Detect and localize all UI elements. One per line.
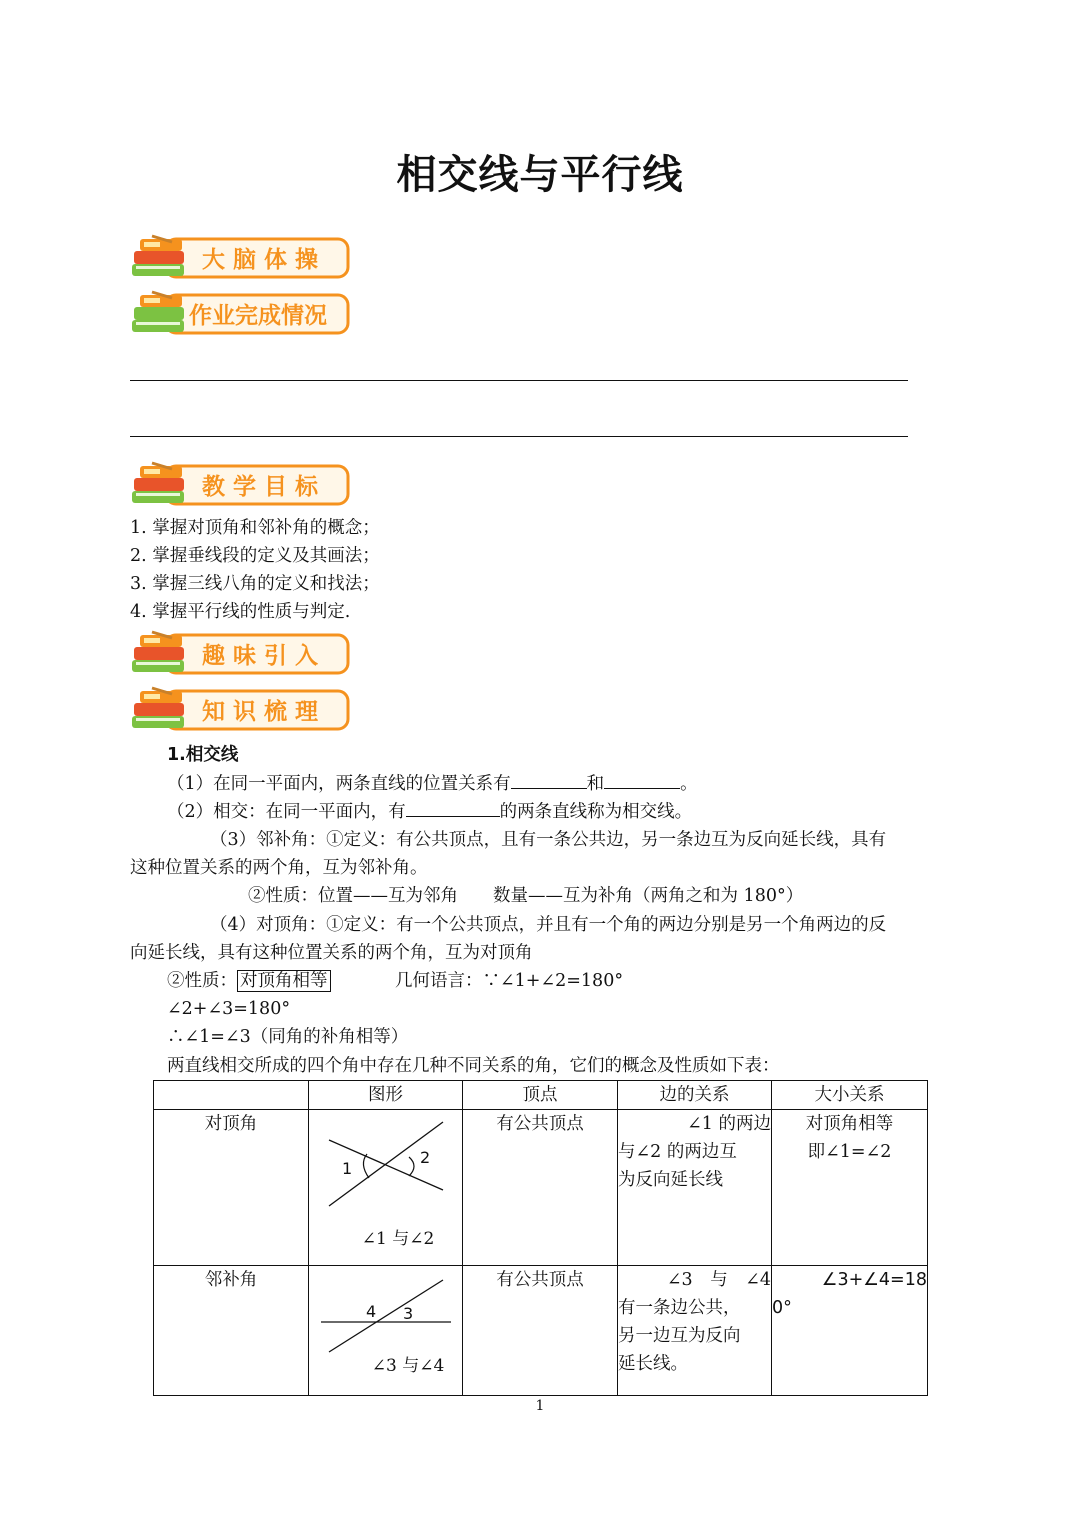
header-figure: 图形 [309,1081,463,1110]
header-size: 大小关系 [772,1081,928,1110]
geometry-language: 几何语言：∵∠1+∠2=180° [395,971,624,991]
book-stack-icon [132,236,184,276]
sides-line-2: 与∠2 的两边互 [618,1142,737,1162]
angle-label-1: 1 [342,1159,353,1178]
answer-line-1[interactable] [130,380,908,381]
item-1-end: 。 [680,774,698,794]
section-heading: 1.相交线 [167,745,239,765]
fill-blank-2[interactable] [604,770,680,789]
objective-4: 4. 掌握平行线的性质与判定. [130,602,351,622]
banner-brain-exercise [128,234,352,282]
figure-caption: ∠3 与∠4 [371,1356,445,1376]
header-sides: 边的关系 [618,1081,772,1110]
item-2-end: 的两条直线称为相交线。 [499,802,693,822]
geometry-line-3: ∴∠1=∠3（同角的补角相等） [167,1027,409,1047]
page-number: 1 [535,1398,545,1414]
item-2 [167,798,692,826]
adjacent-angles-diagram [309,1266,463,1390]
row-vertex: 有公共顶点 [463,1110,618,1266]
size-line-1: ∠3+∠4=18 [821,1270,927,1290]
angle-relation-table [153,1080,928,1396]
item-4-line-2: 向延长线，具有这种位置关系的两个角，互为对顶角 [130,943,533,963]
banner-fun-intro [128,630,352,678]
property-line [167,967,331,995]
banner-knowledge-review [128,686,352,734]
book-stack-icon [132,632,184,672]
row-size [772,1110,928,1266]
banner-label: 教 学 目 标 [201,474,319,500]
table-header-row [154,1081,928,1110]
property-boxed: 对顶角相等 [237,970,331,992]
banner-label: 知 识 梳 理 [201,699,319,725]
table-intro: 两直线相交所成的四个角中存在几种不同关系的角，它们的概念及性质如下表： [167,1056,780,1076]
sides-line-3: 另一边互为反向 [618,1326,741,1346]
page-title: 相交线与平行线 [396,152,684,198]
row-sides [618,1266,772,1396]
banner-homework-status [128,290,352,338]
table-row [154,1110,928,1266]
figure-adjacent-supplementary [309,1266,463,1396]
item-3-line-3: ②性质：位置——互为邻角 数量——互为补角（两角之和为 180°） [248,886,804,906]
row-sides [618,1110,772,1266]
book-stack-icon [132,292,184,332]
geometry-line-2: ∠2+∠3=180° [167,999,291,1019]
angle-label-3: 3 [403,1304,414,1323]
item-1-mid: 和 [586,774,605,794]
row-size [772,1266,928,1396]
objective-3: 3. 掌握三线八角的定义和找法； [130,574,380,594]
objective-1: 1. 掌握对顶角和邻补角的概念； [130,518,380,538]
property-prefix: ②性质： [167,971,237,991]
objective-2: 2. 掌握垂线段的定义及其画法； [130,546,380,566]
item-3-line-2: 这种位置关系的两个角，互为邻补角。 [130,858,428,878]
figure-caption: ∠1 与∠2 [361,1229,435,1249]
sides-line-2: 有一条边公共， [618,1298,741,1318]
sides-line-3: 为反向延长线 [618,1170,723,1190]
size-line-1: 对顶角相等 [805,1114,894,1134]
book-stack-icon [132,463,184,503]
figure-vertical-angles [309,1110,463,1266]
sides-line-1: ∠3 与 ∠4 [666,1270,771,1290]
row-vertex: 有公共顶点 [463,1266,618,1396]
header-empty [154,1081,309,1110]
banner-label: 大 脑 体 操 [201,247,319,273]
angle-label-2: 2 [420,1148,431,1167]
row-name: 对顶角 [154,1110,309,1266]
fill-blank-1[interactable] [511,770,587,789]
header-vertex: 顶点 [463,1081,618,1110]
size-line-2: 0° [772,1298,792,1318]
book-stack-icon [132,688,184,728]
sides-line-1: ∠1 的两边 [687,1114,771,1134]
sides-line-4: 延长线。 [618,1354,688,1374]
size-line-2: 即∠1=∠2 [807,1142,892,1162]
banner-label: 作业完成情况 [189,303,327,329]
row-name: 邻补角 [154,1266,309,1396]
fill-blank-3[interactable] [406,798,500,817]
banner-label: 趣 味 引 入 [201,643,319,669]
banner-teaching-goals [128,461,352,509]
table-row [154,1266,928,1396]
item-2-text: （2）相交：在同一平面内，有 [167,802,406,822]
angle-label-4: 4 [366,1302,377,1321]
item-1 [167,770,698,798]
item-3-line-1: （3）邻补角：①定义：有公共顶点，且有一条公共边，另一条边互为反向延长线，具有 [210,830,887,850]
item-1-text: （1）在同一平面内，两条直线的位置关系有 [167,774,511,794]
vertical-angles-diagram [309,1110,463,1260]
answer-line-2[interactable] [130,436,908,437]
item-4-line-1: （4）对顶角：①定义：有一个公共顶点，并且有一个角的两边分别是另一个角两边的反 [210,915,887,935]
